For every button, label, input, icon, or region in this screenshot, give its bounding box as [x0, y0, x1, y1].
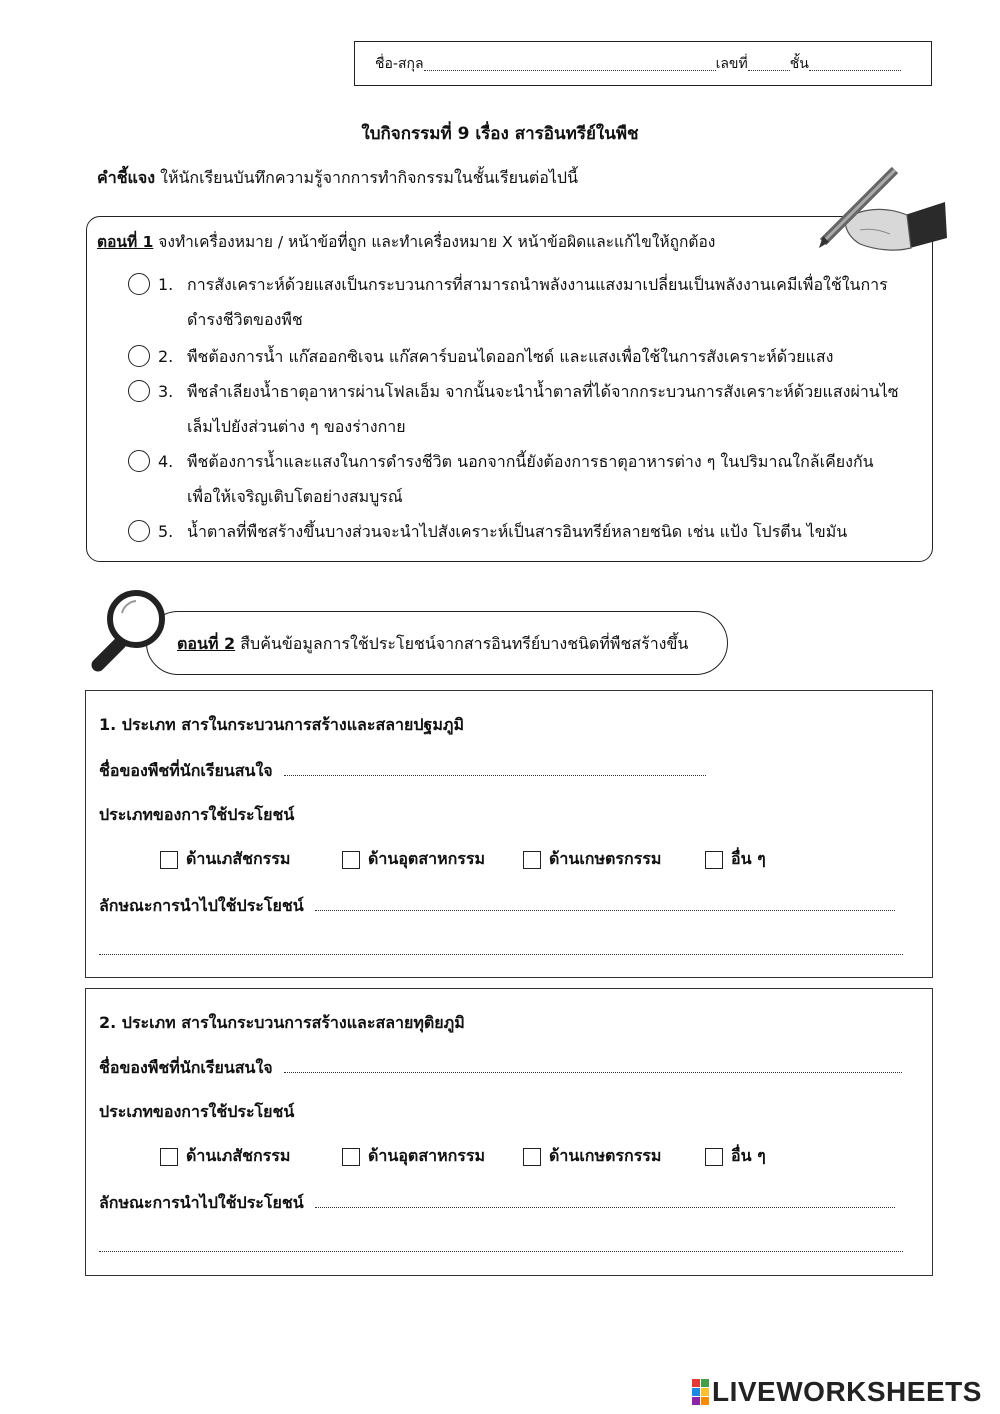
characteristic-field-2[interactable] [99, 1237, 903, 1252]
checkbox[interactable] [705, 1148, 723, 1166]
option-label: ด้านเภสัชกรรม [186, 849, 291, 868]
part2-instruction: สืบค้นข้อมูลการใช้ประโยชน์จากสารอินทรีย์บางชนิดที่พืชสร้างขึ้น [235, 634, 689, 653]
part1-heading [97, 229, 715, 254]
option-other[interactable] [705, 847, 766, 872]
checkbox[interactable] [705, 851, 723, 869]
plant-name-label: ชื่อของพืชที่นักเรียนสนใจ [99, 761, 273, 780]
characteristic-label: ลักษณะการนำไปใช้ประโยชน์ [99, 1193, 304, 1212]
answer-circle[interactable] [128, 380, 150, 402]
name-label: ชื่อ-สกุล [375, 55, 424, 72]
option-agriculture[interactable] [523, 847, 705, 872]
checkbox[interactable] [342, 1148, 360, 1166]
plant-name-field[interactable] [284, 1058, 902, 1073]
answer-circle[interactable] [128, 450, 150, 472]
option-label: อื่น ๆ [731, 1146, 766, 1165]
usage-options [160, 847, 766, 872]
item-number: 3. [158, 382, 174, 401]
checkbox[interactable] [342, 851, 360, 869]
worksheet-title: ใบกิจกรรมที่ 9 เรื่อง สารอินทรีย์ในพืช [361, 124, 639, 144]
logo-square [701, 1388, 709, 1396]
item-text-continued: เล็มไปยังส่วนต่าง ๆ ของร่างกาย [187, 417, 406, 436]
instructions [97, 166, 578, 191]
option-label: ด้านเกษตรกรรม [549, 849, 662, 868]
list-item [128, 444, 918, 514]
plant-name-field[interactable] [284, 761, 706, 776]
item-text-continued: เพื่อให้เจริญเติบโตอย่างสมบูรณ์ [187, 487, 403, 506]
list-item [128, 514, 918, 549]
instructions-label: คำชี้แจง [97, 168, 156, 187]
pencil-hand-icon [815, 160, 950, 255]
part2-label: ตอนที่ 2 [177, 634, 236, 653]
characteristic-field[interactable] [315, 1193, 895, 1208]
plant-name-row [99, 1056, 902, 1081]
option-pharmacy[interactable] [160, 847, 342, 872]
option-pharmacy[interactable] [160, 1144, 342, 1169]
plant-name-label: ชื่อของพืชที่นักเรียนสนใจ [99, 1058, 273, 1077]
option-label: ด้านอุตสาหกรรม [368, 849, 486, 868]
logo-text: LIVEWORKSHEETS [712, 1376, 982, 1407]
item-text: การสังเคราะห์ด้วยแสงเป็นกระบวนการที่สามารถนำพลังงานแสงมาเปลี่ยนเป็นพลังงานเคมีเพื่อใช้ในการ [187, 275, 888, 294]
characteristic-row [99, 1191, 895, 1216]
checkbox[interactable] [160, 1148, 178, 1166]
characteristic-row-2 [99, 1237, 903, 1256]
characteristic-label: ลักษณะการนำไปใช้ประโยชน์ [99, 896, 304, 915]
item-text-continued: ดำรงชีวิตของพืช [187, 310, 303, 329]
checkbox[interactable] [523, 851, 541, 869]
section-title: 2. ประเภท สารในกระบวนการสร้างและสลายทุติยภูมิ [99, 1013, 465, 1032]
logo-square [692, 1397, 700, 1405]
logo-square [701, 1397, 709, 1405]
magnifier-icon [84, 585, 168, 680]
checkbox[interactable] [523, 1148, 541, 1166]
answer-circle[interactable] [128, 273, 150, 295]
answer-circle[interactable] [128, 520, 150, 542]
number-field[interactable] [748, 56, 790, 71]
characteristic-field-2[interactable] [99, 940, 903, 955]
instructions-text: ให้นักเรียนบันทึกความรู้จากการทำกิจกรรมในชั้นเรียนต่อไปนี้ [155, 168, 579, 187]
option-industry[interactable] [342, 1144, 523, 1169]
option-label: ด้านเกษตรกรรม [549, 1146, 662, 1165]
option-other[interactable] [705, 1144, 766, 1169]
class-label: ชั้น [789, 55, 809, 72]
student-info-box [354, 41, 932, 86]
number-label: เลขที่ [715, 55, 748, 72]
option-label: อื่น ๆ [731, 849, 766, 868]
item-number: 2. [158, 347, 174, 366]
liveworksheets-logo [692, 1376, 982, 1408]
item-text: พืชต้องการน้ำ แก๊สออกซิเจน แก๊สคาร์บอนไดออกไซด์ และแสงเพื่อใช้ในการสังเคราะห์ด้วยแสง [187, 347, 834, 366]
item-number: 1. [158, 275, 174, 294]
part2-heading [177, 632, 688, 657]
characteristic-row-2 [99, 940, 903, 959]
option-label: ด้านเภสัชกรรม [186, 1146, 291, 1165]
item-number: 5. [158, 522, 174, 541]
part1-label: ตอนที่ 1 [97, 233, 154, 251]
section-title: 1. ประเภท สารในกระบวนการสร้างและสลายปฐมภูมิ [99, 715, 464, 734]
option-agriculture[interactable] [523, 1144, 705, 1169]
option-industry[interactable] [342, 847, 523, 872]
logo-square [692, 1388, 700, 1396]
logo-square [701, 1379, 709, 1387]
characteristic-field[interactable] [315, 896, 895, 911]
logo-square [692, 1379, 700, 1387]
checkbox[interactable] [160, 851, 178, 869]
usage-type-label: ประเภทของการใช้ประโยชน์ [99, 805, 295, 824]
plant-name-row [99, 759, 706, 784]
option-label: ด้านอุตสาหกรรม [368, 1146, 486, 1165]
list-item [128, 267, 918, 337]
part1-instruction: จงทำเครื่องหมาย / หน้าข้อที่ถูก และทำเครื่องหมาย X หน้าข้อผิดและแก้ไขให้ถูกต้อง [153, 233, 716, 251]
answer-circle[interactable] [128, 345, 150, 367]
item-text: น้ำตาลที่พืชสร้างขึ้นบางส่วนจะนำไปสังเคราะห์เป็นสารอินทรีย์หลายชนิด เช่น แป้ง โปรตีน ไขมัน [187, 522, 848, 541]
usage-options [160, 1144, 766, 1169]
name-field[interactable] [424, 56, 716, 71]
class-field[interactable] [809, 56, 901, 71]
item-text: พืชลำเลียงน้ำธาตุอาหารผ่านโฟลเอ็ม จากนั้นจะนำน้ำตาลที่ได้จากกระบวนการสังเคราะห์ด้วยแสงผ่านไซ [187, 382, 899, 401]
usage-type-label: ประเภทของการใช้ประโยชน์ [99, 1102, 295, 1121]
list-item [128, 339, 918, 374]
logo-grid-icon [692, 1379, 709, 1405]
item-number: 4. [158, 452, 174, 471]
characteristic-row [99, 894, 895, 919]
list-item [128, 374, 918, 444]
item-text: พืชต้องการน้ำและแสงในการดำรงชีวิต นอกจากนี้ยังต้องการธาตุอาหารต่าง ๆ ในปริมาณใกล้เคียงกัน [187, 452, 874, 471]
